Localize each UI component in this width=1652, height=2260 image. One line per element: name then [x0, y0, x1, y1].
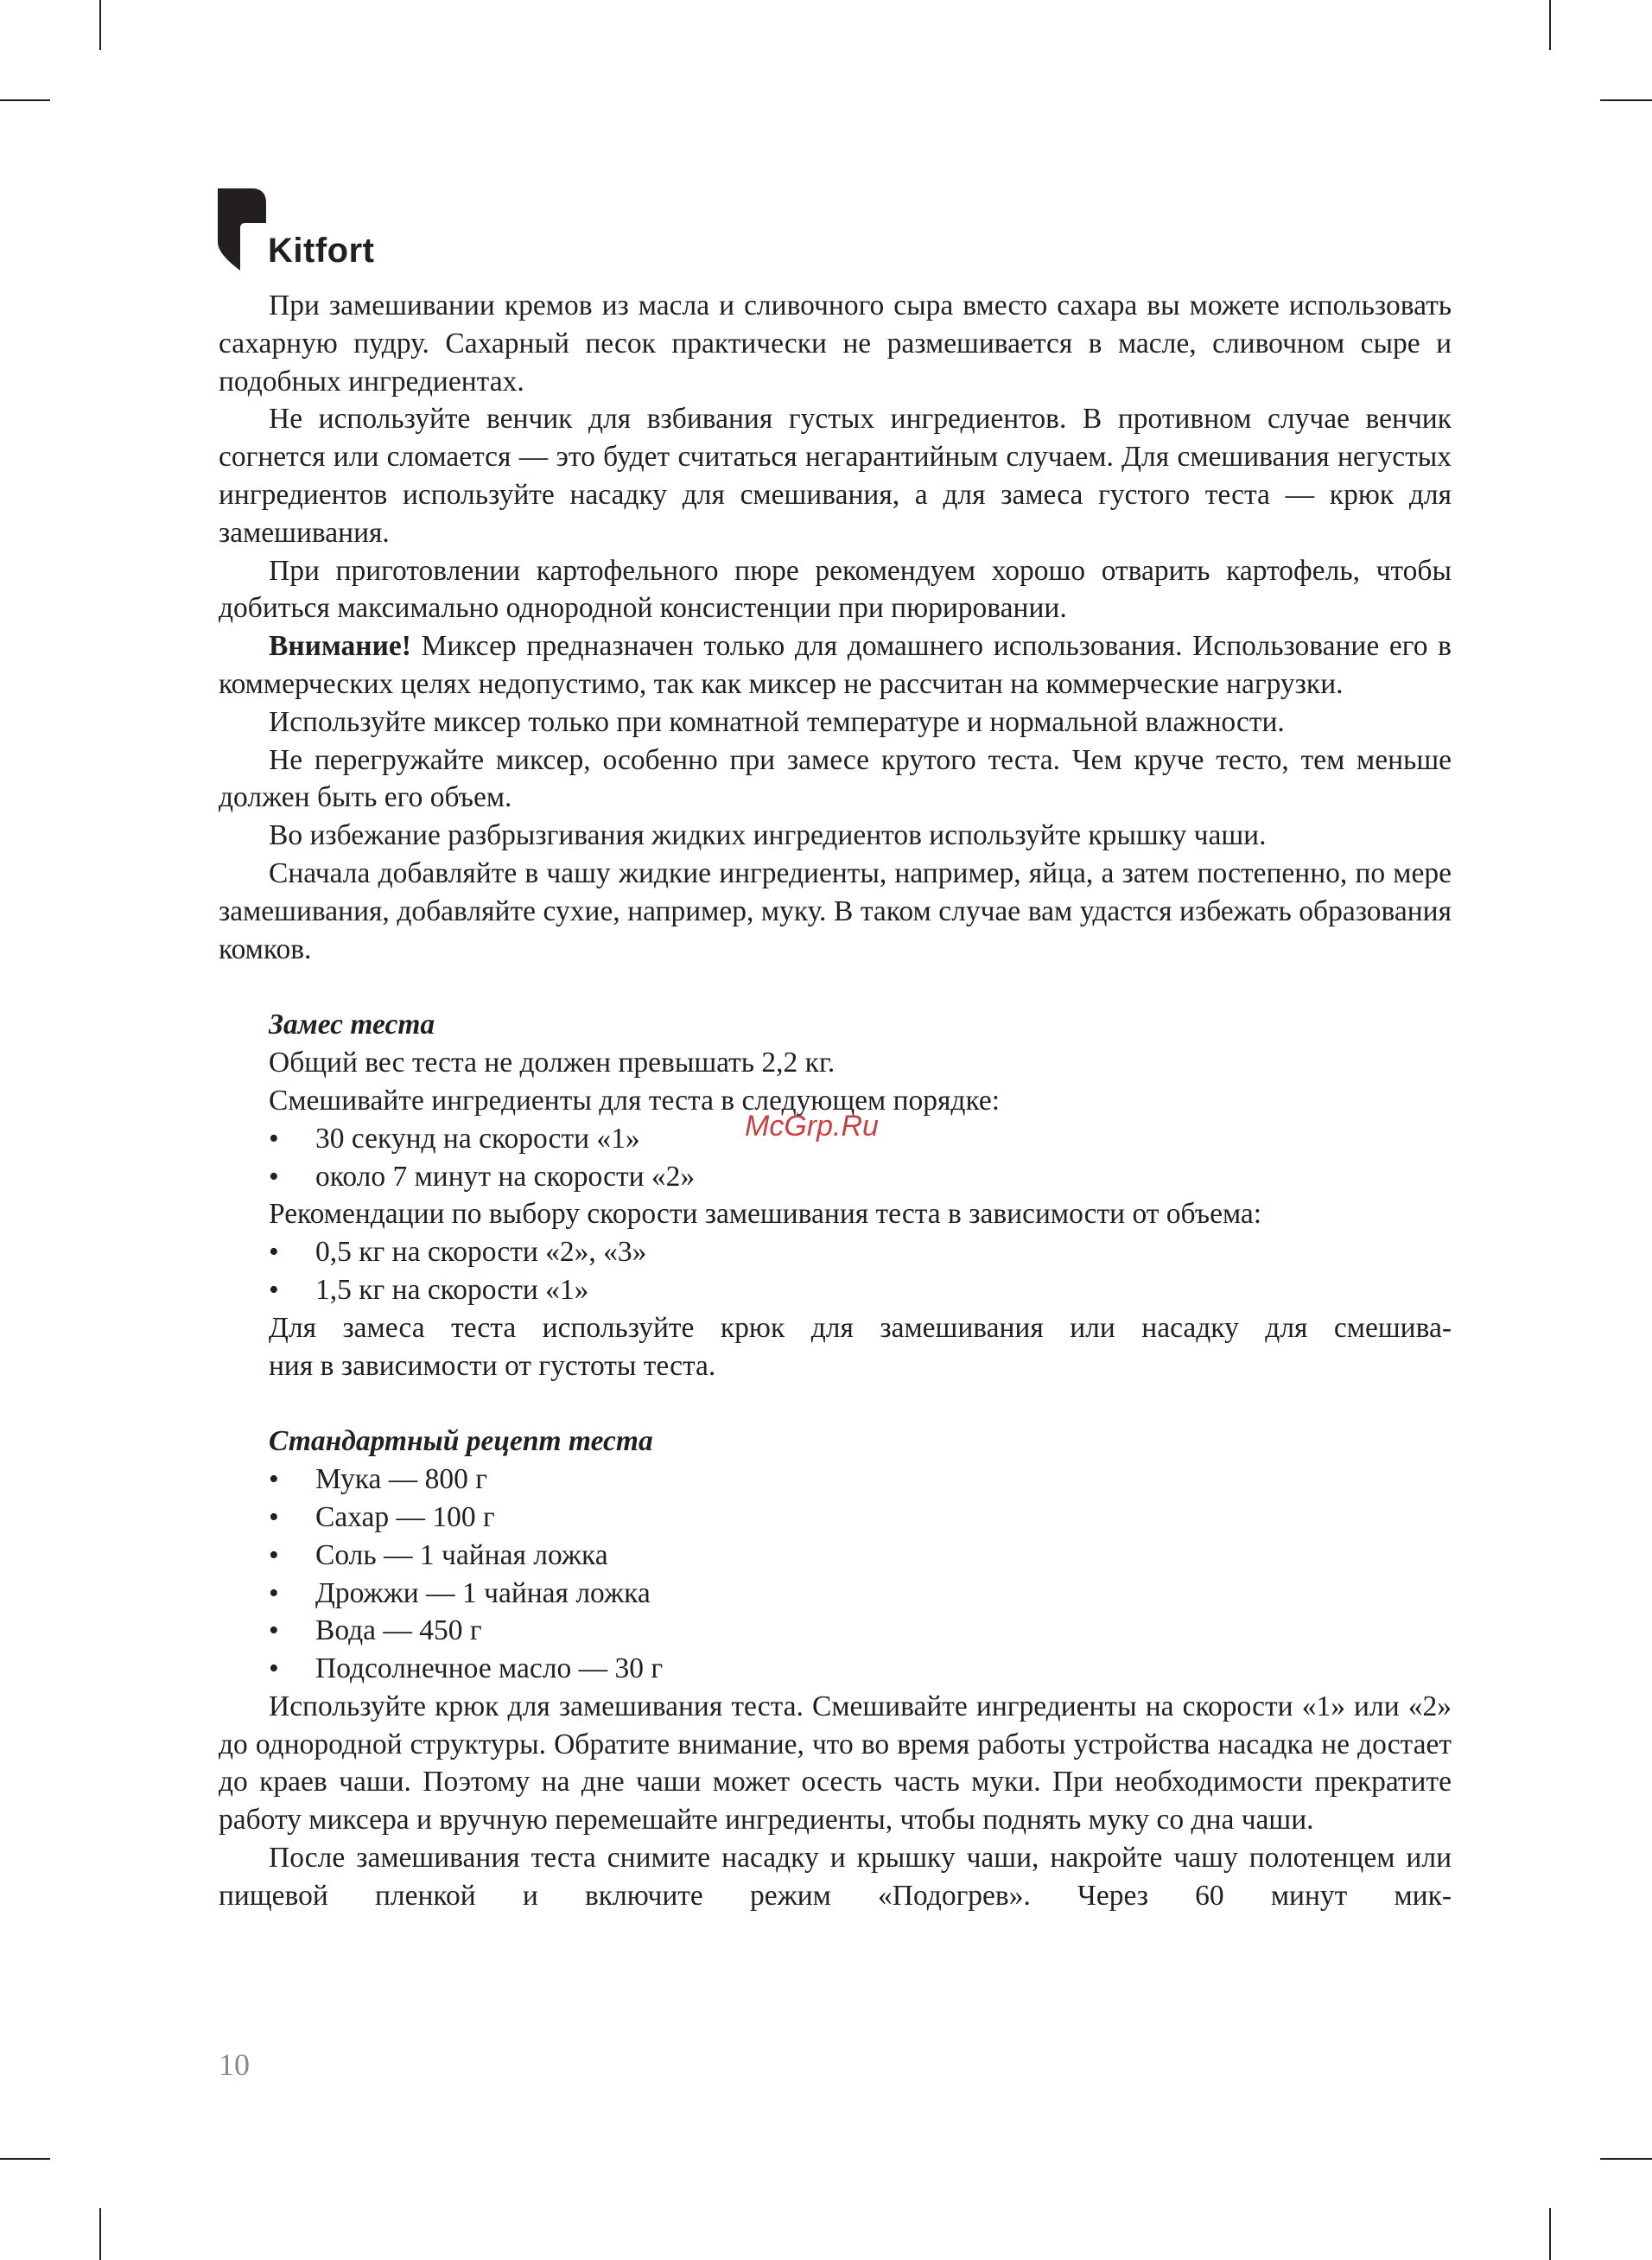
crop-mark-bottom-right-v	[1549, 2208, 1551, 2260]
list-item: • Мука — 800 г	[219, 1461, 1452, 1499]
crop-mark-top-left-v	[99, 0, 101, 50]
list-item: • Вода — 450 г	[219, 1612, 1452, 1650]
paragraph: Не используйте венчик для взбивания густых ингредиентов. В противном случае венчик согнется или сломается — это будет считаться негарантийным случаем. Для смешивания негустых ингредиентов используйте насадку для смешивания, а для замеса густого теста — крюк для замешивания.	[219, 403, 1452, 549]
logo-wordmark: Kitfort	[268, 232, 375, 270]
page-content	[219, 287, 1452, 1915]
dough-speed-list	[219, 1233, 1452, 1309]
bullet: •	[269, 1614, 279, 1647]
crop-mark-top-left-h	[0, 99, 50, 101]
paragraph: При приготовлении картофельного пюре рекомендуем хорошо отварить картофель, чтобы добиться максимально однородной консистенции при пюрировании.	[219, 554, 1452, 625]
bullet: •	[269, 1500, 279, 1533]
warning-text: Миксер предназначен только для домашнего использования. Использование его в коммерческих целях недопустимо, так как миксер не рассчитан на коммерческие нагрузки.	[219, 630, 1452, 700]
list-item: • около 7 минут на скорости «2»	[219, 1158, 1452, 1196]
dough-attachment-line-2: ния в зависимости от густоты теста.	[269, 1349, 716, 1382]
paragraph: Во избежание разбрызгивания жидких ингредиентов используйте крышку чаши.	[269, 819, 1267, 852]
recipe-ingredients-list	[219, 1461, 1452, 1688]
paragraph: Используйте крюк для замешивания теста. Смешивайте ингредиенты на скорости «1» или «2» до однородной структуры. Обратите внимание, что во время работы устройства насадка не достает до краев чаши. Поэтому на дне чаши может осесть часть муки. При необходимости прекратите работу миксера и вручную перемешайте ингредиенты, чтобы поднять муку со дна чаши.	[219, 1690, 1452, 1837]
list-item: • Соль — 1 чайная ложка	[219, 1537, 1452, 1575]
list-item: • 30 секунд на скорости «1»	[219, 1120, 1452, 1158]
crop-mark-bottom-left-h	[0, 2158, 50, 2160]
list-item: • 0,5 кг на скорости «2», «3»	[219, 1233, 1452, 1271]
list-item: • Подсолнечное масло — 30 г	[219, 1650, 1452, 1688]
brand-logo	[216, 188, 389, 275]
bullet: •	[269, 1576, 279, 1609]
warning-paragraph	[219, 627, 1452, 703]
bullet: •	[269, 1122, 279, 1155]
section-title-recipe: Стандартный рецепт теста	[269, 1425, 653, 1458]
bullet: •	[269, 1273, 279, 1306]
paragraph: После замешивания теста снимите насадку и крышку чаши, накройте чашу полотенцем или пищевой пленкой и включите режим «Подогрев». Через 60 минут мик-	[219, 1842, 1452, 1912]
list-item: • Сахар — 100 г	[219, 1499, 1452, 1537]
kitfort-logo-icon	[216, 188, 268, 271]
dough-attachment-line-1: Для замеса теста используйте крюк для замешивания или насадку для смешива-	[269, 1311, 1452, 1344]
paragraph: Используйте миксер только при комнатной температуре и нормальной влажности.	[269, 705, 1285, 738]
bullet: •	[269, 1652, 279, 1685]
dough-order-intro: Смешивайте ингредиенты для теста в следующем порядке:	[269, 1084, 1001, 1117]
bullet: •	[269, 1538, 279, 1571]
section-title-dough: Замес теста	[269, 1009, 435, 1041]
paragraph: Не перегружайте миксер, особенно при замесе крутого теста. Чем круче тесто, тем меньше должен быть его объем.	[219, 743, 1452, 814]
dough-weight: Общий вес теста не должен превышать 2,2 кг.	[269, 1047, 836, 1079]
bullet: •	[269, 1160, 279, 1193]
crop-mark-bottom-left-v	[99, 2208, 101, 2260]
list-item: • Дрожжи — 1 чайная ложка	[219, 1575, 1452, 1613]
paragraph: Сначала добавляйте в чашу жидкие ингредиенты, например, яйца, а затем постепенно, по мере замешивания, добавляйте сухие, например, муку. В таком случае вам удастся избежать образования комков.	[219, 856, 1452, 965]
bullet: •	[269, 1236, 279, 1269]
crop-mark-top-right-h	[1600, 99, 1652, 101]
dough-speed-intro: Рекомендации по выбору скорости замешивания теста в зависимости от объема:	[269, 1198, 1262, 1231]
paragraph: При замешивании кремов из масла и сливочного сыра вместо сахара вы можете использовать сахарную пудру. Сахарный песок практически не размешивается в масле, сливочном сыре и подобных ингредиентах.	[219, 290, 1452, 398]
page-number: 10	[219, 2047, 250, 2082]
warning-label: Внимание!	[269, 630, 411, 663]
bullet: •	[269, 1463, 279, 1496]
crop-mark-bottom-right-h	[1600, 2158, 1652, 2160]
watermark: McGrp.Ru	[745, 1110, 879, 1143]
list-item: • 1,5 кг на скорости «1»	[219, 1271, 1452, 1309]
crop-mark-top-right-v	[1549, 0, 1551, 50]
